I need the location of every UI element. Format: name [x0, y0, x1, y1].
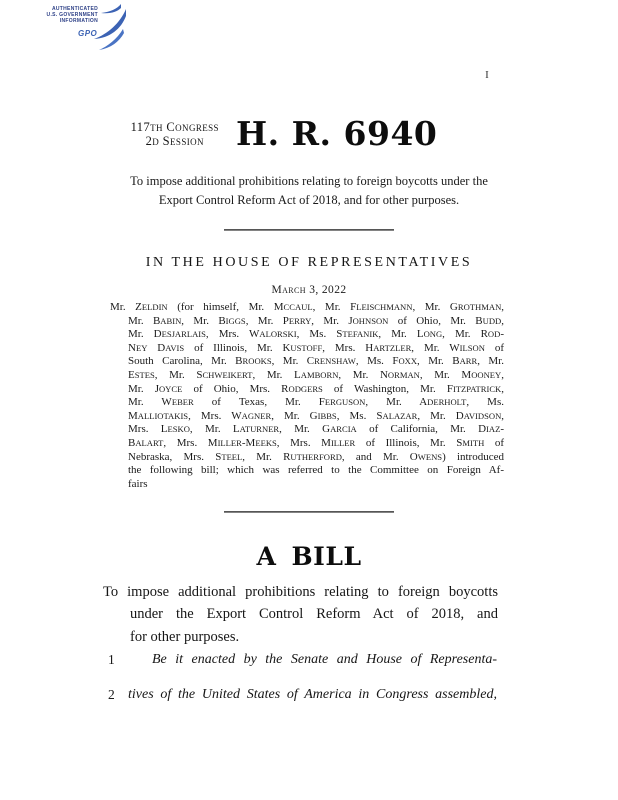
line-number: 1 [108, 652, 115, 667]
sponsor-paragraph [110, 301, 504, 491]
line-number: 2 [108, 687, 115, 702]
sponsor-line: fairs [128, 477, 148, 490]
bill-body-line [108, 652, 497, 687]
sponsor-line: Mr. WEBER of Texas, Mr. FERGUSON, Mr. ADERHOLT, Ms. [128, 396, 504, 409]
sponsor-line: NEY DAVIS of Illinois, Mr. KUSTOFF, Mrs. HARTZLER, Mr. WILSON of [128, 341, 504, 354]
chamber-heading: IN THE HOUSE OF REPRESENTATIVES [145, 255, 473, 270]
congress-session-block [131, 120, 219, 148]
line-text: tives of the United States of America in Congress assembled, [128, 687, 497, 702]
sponsor-line: ESTES, Mr. SCHWEIKERT, Mr. LAMBORN, Mr. NORMAN, Mr. MOONEY, [128, 368, 504, 381]
congress-label: 117th Congress [130, 119, 219, 134]
divider-rule-bottom [224, 511, 394, 513]
sponsor-line: Mr. ZELDIN (for himself, Mr. MCCAUL, Mr. FLEISCHMANN, Mr. GROTHMAN, [110, 301, 505, 313]
gpo-authenticated-logo [38, 6, 158, 56]
gpo-logo-line1: AUTHENTICATED [51, 6, 98, 12]
gpo-eagle-swoosh-icon [90, 3, 130, 55]
summary-line-1: To impose additional prohibitions relating to foreign boycotts under the [130, 174, 488, 188]
sponsor-line: MALLIOTAKIS, Mrs. WAGNER, Mr. GIBBS, Ms. SALAZAR, Mr. DAVIDSON, [128, 409, 505, 422]
sponsor-line: Nebraska, Mrs. STEEL, Mr. RUTHERFORD, and Mr. OWENS) introduced [128, 450, 504, 463]
sponsor-line: the following bill; which was referred to the Committee on Foreign Af- [128, 464, 504, 477]
bill-description-line: To impose additional prohibitions relating to foreign boycotts [103, 584, 498, 600]
bill-description-line: under the Export Control Reform Act of 2018, and [130, 606, 498, 623]
action-date: March 3, 2022 [271, 284, 347, 296]
session-label: 2d Session [145, 133, 204, 148]
official-title-summary [99, 172, 519, 209]
divider-rule-top [224, 229, 394, 231]
summary-line-2: Export Control Reform Act of 2018, and for other purposes. [158, 192, 460, 207]
enacting-clause [108, 652, 497, 722]
bill-body-line [108, 687, 497, 722]
gpo-wordmark: GPO [78, 29, 98, 38]
bill-number: H. R. 6940 [235, 114, 438, 153]
gpo-logo-text [38, 6, 98, 24]
sponsor-line: South Carolina, Mr. BROOKS, Mr. CRENSHAW, Ms. FOXX, Mr. BARR, Mr. [128, 355, 504, 368]
bill-header [0, 114, 593, 153]
gpo-logo-line3: INFORMATION [59, 18, 98, 24]
sponsor-line: Mrs. LESKO, Mr. LATURNER, Mr. GARCIA of California, Mr. DIAZ- [128, 423, 505, 436]
bill-description-line: for other purposes. [130, 628, 240, 645]
bill-heading: A BILL [256, 542, 362, 571]
sponsor-line: Mr. DESJARLAIS, Mrs. WALORSKI, Ms. STEFANIK, Mr. LONG, Mr. ROD- [128, 328, 504, 341]
bill-description [103, 581, 498, 648]
gpo-logo-line2: U.S. GOVERNMENT [46, 12, 98, 18]
page-number: I [485, 69, 489, 81]
line-text: Be it enacted by the Senate and House of Representa- [152, 652, 497, 667]
sponsor-line: Mr. BABIN, Mr. BIGGS, Mr. PERRY, Mr. JOHNSON of Ohio, Mr. BUDD, [128, 314, 504, 327]
sponsor-line: BALART, Mrs. MILLER-MEEKS, Mrs. MILLER of Illinois, Mr. SMITH of [128, 436, 504, 449]
sponsor-line: Mr. JOYCE of Ohio, Mrs. RODGERS of Washington, Mr. FITZPATRICK, [128, 382, 505, 395]
